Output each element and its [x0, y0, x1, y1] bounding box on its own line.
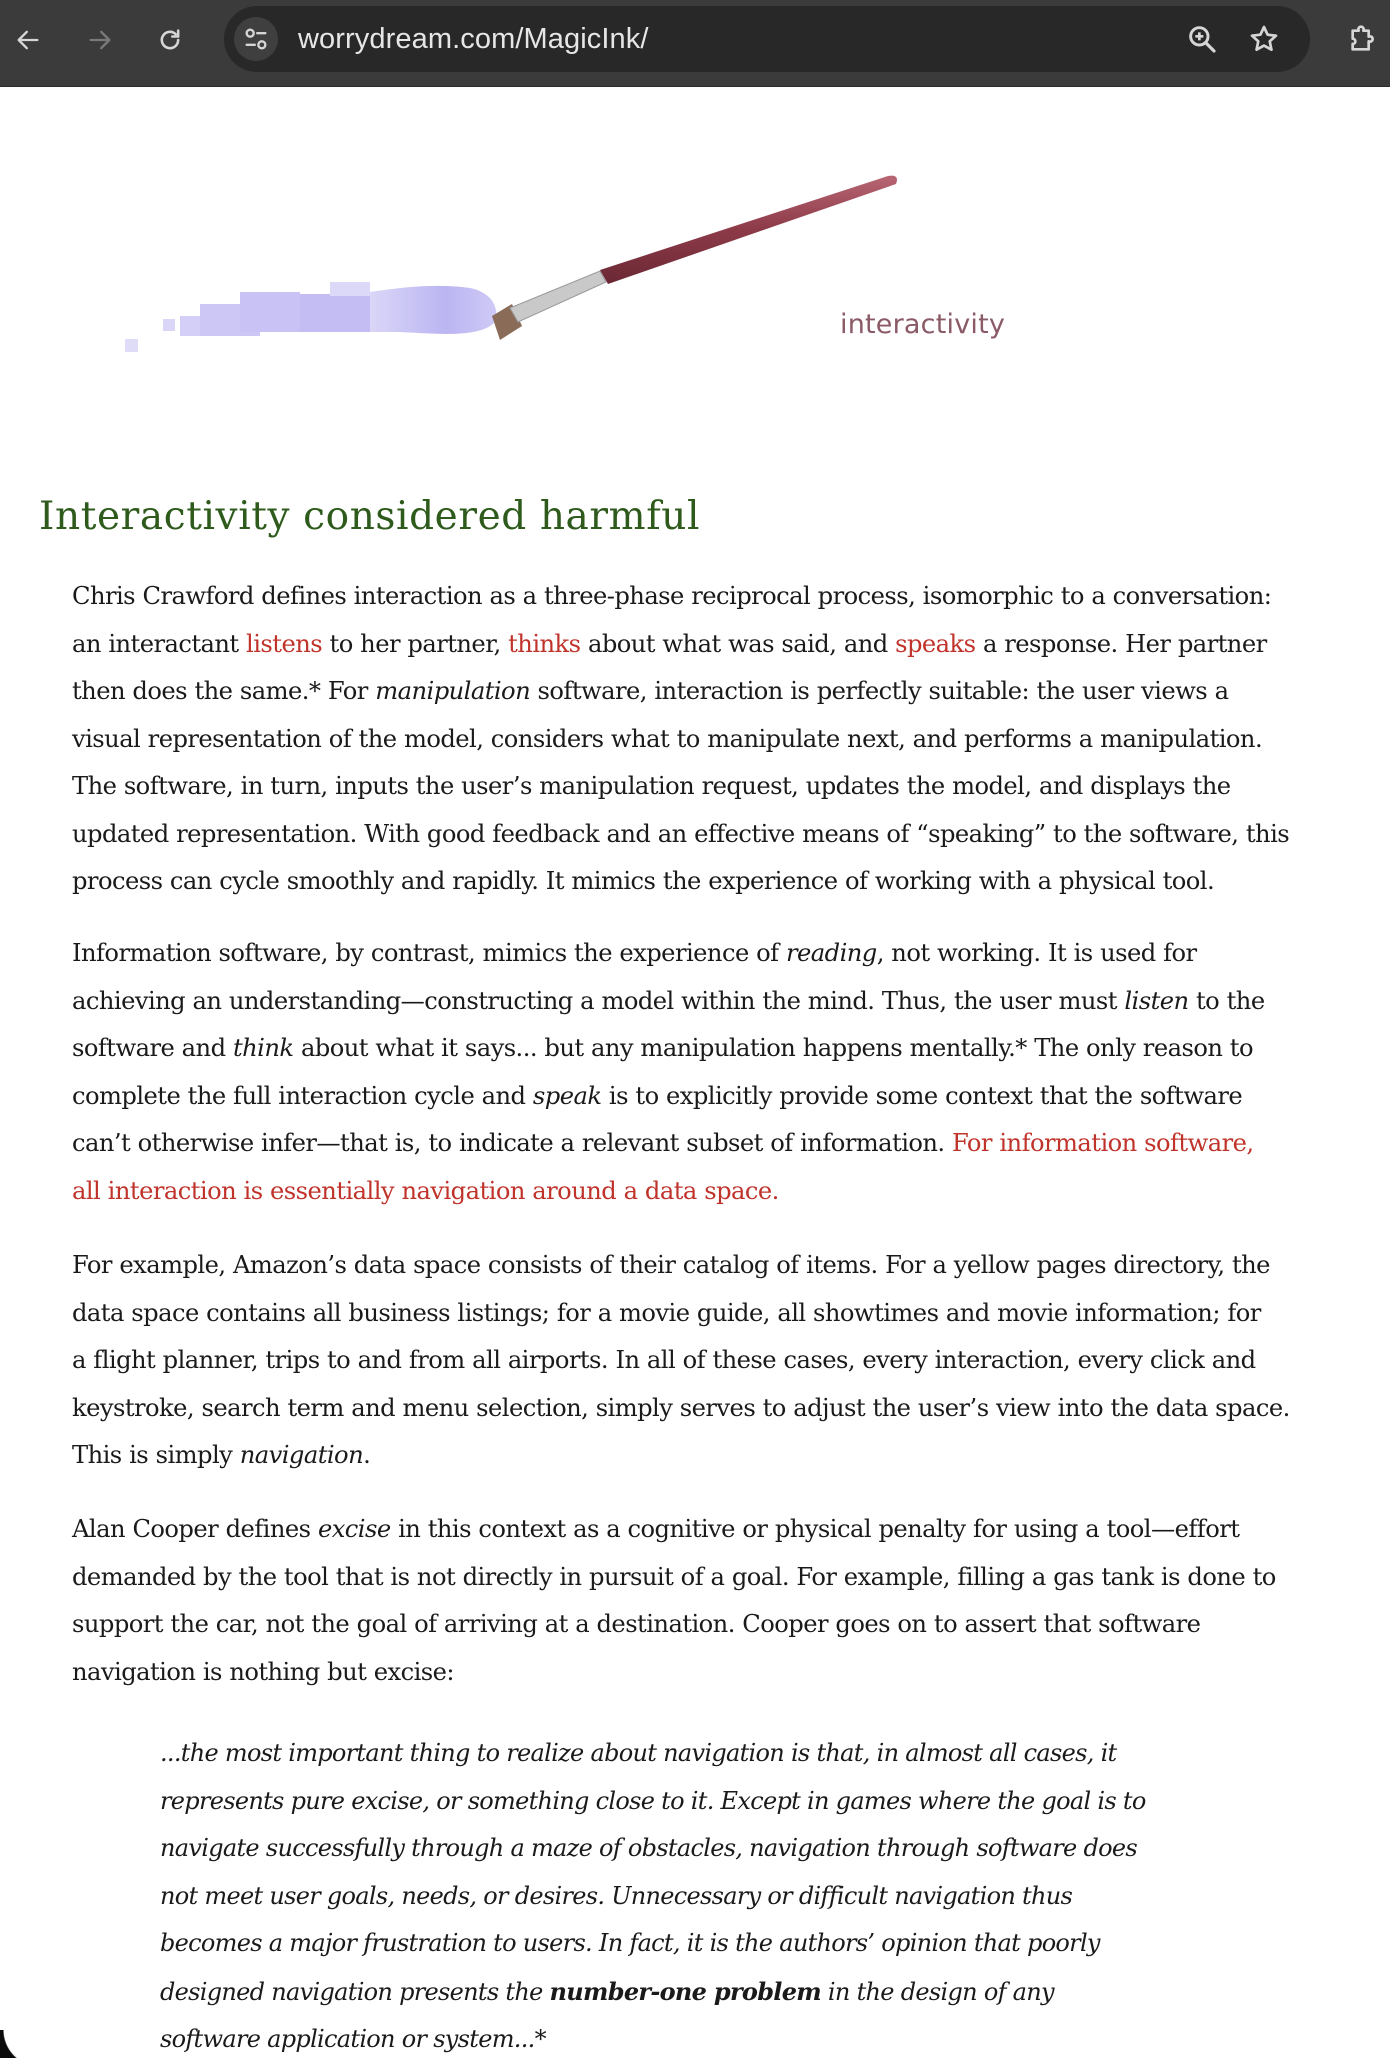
emphasis-manipulation: manipulation [375, 677, 531, 705]
text-run: Alan Cooper defines [72, 1515, 318, 1543]
text-line [72, 978, 1372, 1026]
text-run: an interactant [72, 629, 247, 658]
forward-button[interactable] [78, 18, 122, 62]
text-run: in this context as a cognitive or physical penalty for using a tool—effort [390, 1515, 1240, 1543]
text-line [72, 930, 1372, 978]
paragraph-information-software [72, 930, 1372, 1215]
paintbrush-illustration [0, 86, 1390, 466]
text-run: to her partner, [322, 629, 509, 658]
text-run: about what it says... but any manipulation happens mentally.* The only reason to [293, 1034, 1253, 1062]
tune-icon [242, 25, 270, 53]
text-run: is to explicitly provide some context that the software [601, 1081, 1243, 1110]
text-line: updated representation. With good feedback and an effective means of “speaking” to the software, this [72, 819, 1290, 848]
reload-button[interactable] [148, 18, 192, 62]
section-title: Interactivity considered harmful [39, 494, 701, 539]
zoom-in-icon [1186, 23, 1218, 55]
text-line: process can cycle smoothly and rapidly. It mimics the experience of working with a physical tool. [72, 867, 1215, 895]
text-line [72, 1073, 1372, 1121]
address-bar[interactable] [224, 6, 1310, 72]
text-line [72, 621, 1372, 669]
paragraph-cooper [72, 1506, 1372, 1696]
text-line [72, 668, 1372, 716]
text-run: achieving an understanding—constructing a model within the mind. Thus, the user must [72, 986, 1125, 1015]
text-line [72, 1120, 1372, 1168]
paragraph-examples [72, 1242, 1372, 1480]
text-line: data space contains all business listings; for a movie guide, all showtimes and movie information; for [72, 1298, 1261, 1327]
emphasis-speak: speak [532, 1081, 602, 1110]
paint-stroke [125, 282, 496, 352]
text-line: The software, in turn, inputs the user’s manipulation request, updates the model, and displays the [72, 772, 1231, 800]
quote-line: ...the most important thing to realize about navigation is that, in almost all cases, it [160, 1739, 1117, 1767]
text-run: This is simply [72, 1441, 240, 1469]
zoom-button[interactable] [1184, 21, 1220, 57]
text-run: software and [72, 1034, 233, 1062]
text-run: complete the full interaction cycle and [72, 1081, 533, 1110]
text-run: can’t otherwise infer—that is, to indicate a relevant subset of information. [72, 1129, 952, 1157]
paragraph-crawford [72, 573, 1372, 906]
browser-toolbar [0, 0, 1390, 87]
emphasis-excise: excise [317, 1515, 391, 1543]
text-line: visual representation of the model, considers what to manipulate next, and performs a manipulation. [72, 724, 1263, 753]
quote-line: navigate successfully through a maze of obstacles, navigation through software does [160, 1834, 1138, 1862]
star-icon [1248, 23, 1280, 55]
quote-line [160, 1968, 1310, 2017]
emphasis-think: think [232, 1034, 294, 1062]
text-run: then does the same.* For [72, 677, 376, 705]
text-run: software, interaction is perfectly suitable: the user views a [530, 677, 1229, 705]
url-text[interactable]: worrydream.com/MagicInk/ [298, 23, 649, 55]
hero-illustration [0, 86, 1390, 466]
hero-label: interactivity [840, 309, 1006, 340]
text-run: to the [1188, 986, 1265, 1015]
quote-line: represents pure excise, or something close to it. Except in games where the goal is to [160, 1786, 1146, 1815]
text-line [72, 1025, 1372, 1073]
text-run: Information software, by contrast, mimics the experience of [72, 939, 786, 967]
quote-line: software application or system...* [160, 2025, 546, 2053]
text-run: , not working. It is used for [876, 939, 1197, 967]
cooper-quote [160, 1730, 1310, 2064]
bookmark-button[interactable] [1246, 21, 1282, 57]
text-run: a response. Her partner [975, 629, 1267, 658]
text-line [72, 1432, 1372, 1480]
text-line: For example, Amazon’s data space consists of their catalog of items. For a yellow pages directory, the [72, 1251, 1270, 1279]
highlight-thinks: thinks [508, 629, 581, 658]
text-line: a flight planner, trips to and from all airports. In all of these cases, every interaction, every click and [72, 1346, 1256, 1374]
text-line: demanded by the tool that is not directly in pursuit of a goal. For example, filling a gas tank is done to [72, 1562, 1276, 1591]
emphasis-navigation: navigation [239, 1441, 364, 1469]
arrow-left-icon [14, 26, 42, 54]
reload-icon [156, 26, 184, 54]
window-corner [0, 2030, 40, 2058]
text-run: about what was said, and [580, 629, 896, 658]
text-run: designed navigation presents the [160, 1977, 550, 2006]
highlight-key-sentence: For information software, [952, 1129, 1254, 1157]
highlight-key-sentence-cont: all interaction is essentially navigation around a data space. [72, 1176, 779, 1205]
text-line [72, 1506, 1372, 1554]
emphasis-listen: listen [1124, 986, 1189, 1015]
highlight-speaks: speaks [895, 629, 976, 658]
emphasis-reading: reading [786, 939, 877, 967]
puzzle-icon [1346, 24, 1378, 56]
text-line: support the car, not the goal of arriving at a destination. Cooper goes on to assert that software [72, 1610, 1201, 1638]
text-run: in the design of any [820, 1977, 1054, 2006]
text-run: . [363, 1441, 371, 1469]
bold-number-one-problem: number-one problem [549, 1976, 821, 2006]
back-button[interactable] [6, 18, 50, 62]
quote-line: becomes a major frustration to users. In fact, it is the authors’ opinion that poorly [160, 1929, 1100, 1957]
site-info-button[interactable] [234, 17, 278, 61]
extensions-button[interactable] [1340, 18, 1384, 62]
text-line: navigation is nothing but excise: [72, 1657, 454, 1686]
arrow-right-icon [86, 26, 114, 54]
quote-line: not meet user goals, needs, or desires. Unnecessary or difficult navigation thus [160, 1881, 1073, 1910]
text-line: Chris Crawford defines interaction as a three-phase reciprocal process, isomorphic to a conversation: [72, 582, 1272, 610]
text-line: keystroke, search term and menu selection, simply serves to adjust the user’s view into the data space. [72, 1393, 1290, 1422]
highlight-listens: listens [246, 629, 323, 658]
